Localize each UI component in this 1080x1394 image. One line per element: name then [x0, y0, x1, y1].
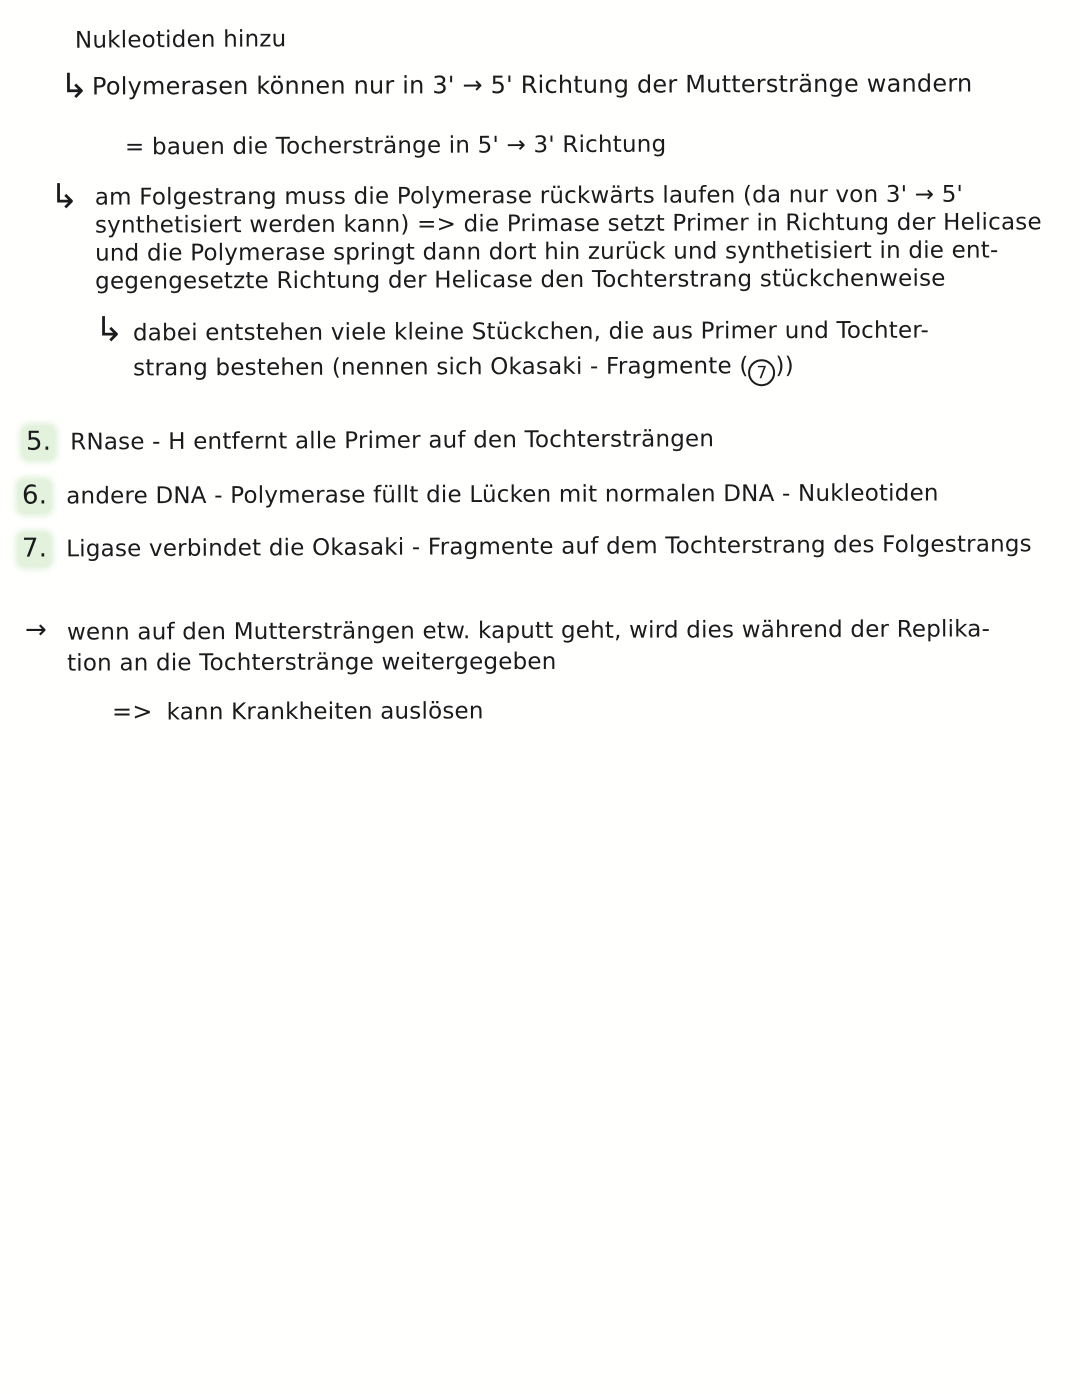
okasaki-line-2-post: ))	[775, 353, 794, 380]
folgestrang-line-3: und die Polymerase springt dann dort hin zurück und synthetisiert in die ent-	[95, 237, 999, 267]
numbered-step-5	[22, 422, 714, 459]
step-number-highlighted: 7.	[18, 532, 51, 566]
bullet-folgestrang	[50, 177, 1042, 295]
conclusion-text	[67, 614, 990, 679]
okasaki-line-2-pre: strang bestehen (nennen sich Okasaki - Fragmente (	[133, 353, 749, 382]
conclusion-line-1: wenn auf den Muttersträngen etw. kaputt geht, wird dies während der Replika-	[66, 616, 991, 646]
step-5-text: RNase - H entfernt alle Primer auf den Tochtersträngen	[70, 426, 715, 456]
consequence-text: kann Krankheiten auslösen	[166, 698, 484, 726]
okasaki-line-2	[133, 349, 929, 389]
folgestrang-line-1: am Folgestrang muss die Polymerase rückwärts laufen (da nur von 3' → 5'	[94, 181, 964, 211]
circled-seven-annotation: 7	[748, 359, 775, 386]
step-6-text: andere DNA - Polymerase füllt die Lücken mit normalen DNA - Nukleotiden	[66, 480, 939, 510]
implies-arrow-icon: =>	[111, 697, 153, 726]
arrow-icon: →	[25, 615, 47, 645]
step-number-highlighted: 5.	[22, 426, 55, 460]
branch-arrow-icon: ↳	[59, 66, 89, 107]
folgestrang-line-4: gegengesetzte Richtung der Helicase den Tochterstrang stückchenweise	[95, 265, 946, 295]
step-7-text: Ligase verbindet die Okasaki - Fragmente auf dem Tochterstrang des Folgestrangs	[66, 531, 1032, 563]
bullet-folgestrang-text	[95, 180, 1042, 295]
sub-note-direction: = bauen die Tocherstränge in 5' → 3' Richtung	[124, 131, 667, 161]
okasaki-line-1: dabei entstehen viele kleine Stückchen, die aus Primer und Tochter-	[132, 317, 930, 347]
folgestrang-line-2: synthetisiert werden kann) => die Primase setzt Primer in Richtung der Helicase	[94, 209, 1042, 239]
step-number-highlighted: 6.	[18, 479, 51, 513]
bullet-okasaki	[95, 310, 930, 387]
branch-arrow-icon: ↳	[50, 177, 79, 217]
bullet-okasaki-text	[133, 314, 929, 389]
bullet-polymerase-text: Polymerasen können nur in 3' → 5' Richtung der Mutterstränge wandern	[91, 69, 973, 101]
branch-arrow-icon: ↳	[95, 310, 124, 350]
consequence-note	[112, 695, 484, 728]
numbered-step-7	[18, 527, 1032, 566]
carryover-line: Nukleotiden hinzu	[74, 26, 287, 54]
bullet-polymerase-direction	[59, 66, 973, 107]
conclusion-note	[25, 616, 990, 678]
conclusion-line-2: tion an die Tochterstränge weitergegeben	[67, 648, 557, 677]
numbered-step-6	[18, 476, 939, 513]
